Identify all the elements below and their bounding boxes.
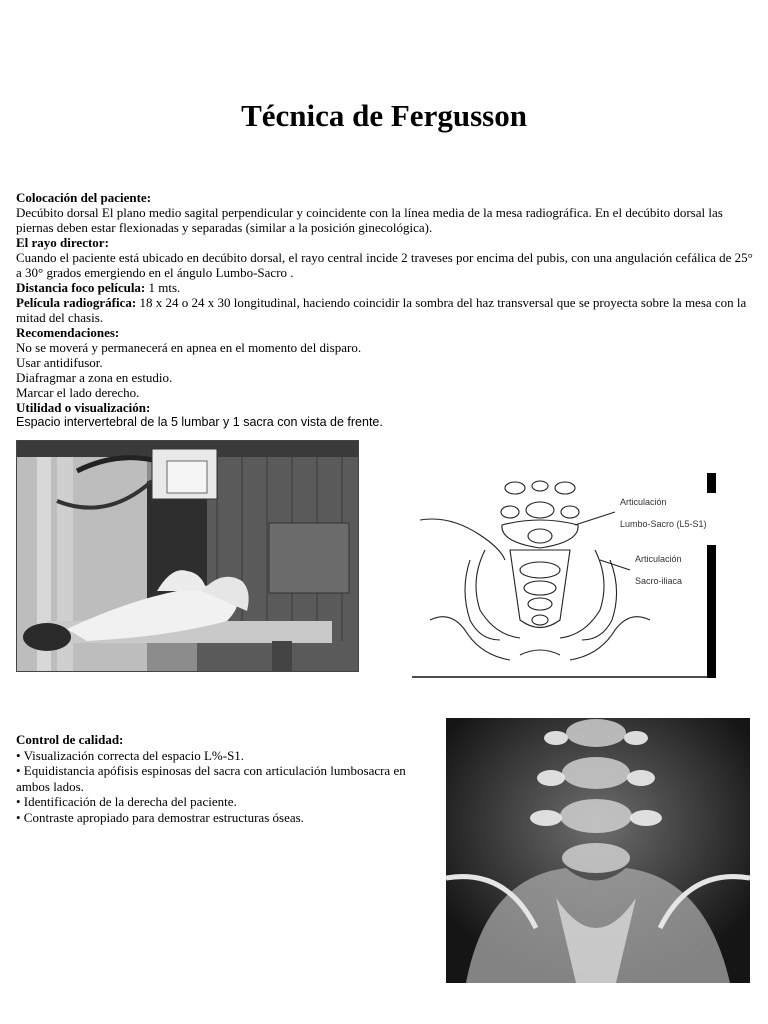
- recommendation-line: Usar antidifusor.: [16, 355, 103, 370]
- quality-item: • Identificación de la derecha del paciente.: [16, 794, 237, 809]
- recommendation-line: No se moverá y permanecerá en apnea en el momento del disparo.: [16, 340, 362, 355]
- lumbosacral-anatomy-diagram: [410, 470, 720, 682]
- section-heading: El rayo director:: [16, 235, 109, 250]
- section-text: Decúbito dorsal El plano medio sagital perpendicular y coincidente con la línea media de la mesa radiográfica. En el decúbito dorsal las piernas deben estar flexionadas y separadas (similar a la posición ginecológica).: [16, 205, 723, 235]
- technique-description: [16, 190, 760, 430]
- xray-illustration: [446, 718, 750, 983]
- quality-control: [16, 732, 436, 825]
- quality-heading: Control de calidad:: [16, 732, 124, 747]
- positioning-photo-illustration: [17, 441, 359, 672]
- page-title: Técnica de Fergusson: [241, 98, 527, 133]
- section-heading: Colocación del paciente:: [16, 190, 152, 205]
- recommendation-line: Diafragmar a zona en estudio.: [16, 370, 173, 385]
- quality-item: • Visualización correcta del espacio L%-S1.: [16, 747, 245, 763]
- quality-item: • Equidistancia apófisis espinosas del sacra con articulación lumbosacra en ambos lados.: [16, 763, 406, 794]
- section-heading: Película radiográfica:: [16, 295, 137, 310]
- section-row: [16, 295, 760, 325]
- label-lumbosacral-title: Articulación: [620, 497, 667, 507]
- patient-positioning-photo: [16, 440, 359, 672]
- section-text: 18 x 24 o 24 x 30 longitudinal, haciendo coincidir la sombra del haz transversal que se proyecta sobre la mesa con la mitad del chasis.: [16, 295, 747, 325]
- section-heading: Utilidad o visualización:: [16, 400, 151, 415]
- label-sacroiliac-detail: Sacro-iliaca: [635, 576, 683, 586]
- quality-item: • Contraste apropiado para demostrar estructuras óseas.: [16, 809, 304, 825]
- section-text: Cuando el paciente está ubicado en decúbito dorsal, el rayo central incide 2 traveses por encima del pubis, con una angulación cefálica de 25° a 30° grados emergiendo en el ángulo Lumbo-Sacro .: [16, 250, 753, 280]
- recommendation-line: Marcar el lado derecho.: [16, 385, 140, 400]
- section-heading: Recomendaciones:: [16, 325, 120, 340]
- lumbosacral-xray: [446, 718, 750, 983]
- label-lumbosacral-detail: Lumbo-Sacro (L5-S1): [620, 519, 707, 529]
- section-row: [16, 280, 760, 295]
- label-sacroiliac-title: Articulación: [635, 554, 682, 564]
- section-heading: Distancia foco película:: [16, 280, 146, 295]
- section-text: 1 mts.: [145, 280, 181, 295]
- section-text: Espacio intervertebral de la 5 lumbar y 1 sacra con vista de frente.: [16, 415, 383, 429]
